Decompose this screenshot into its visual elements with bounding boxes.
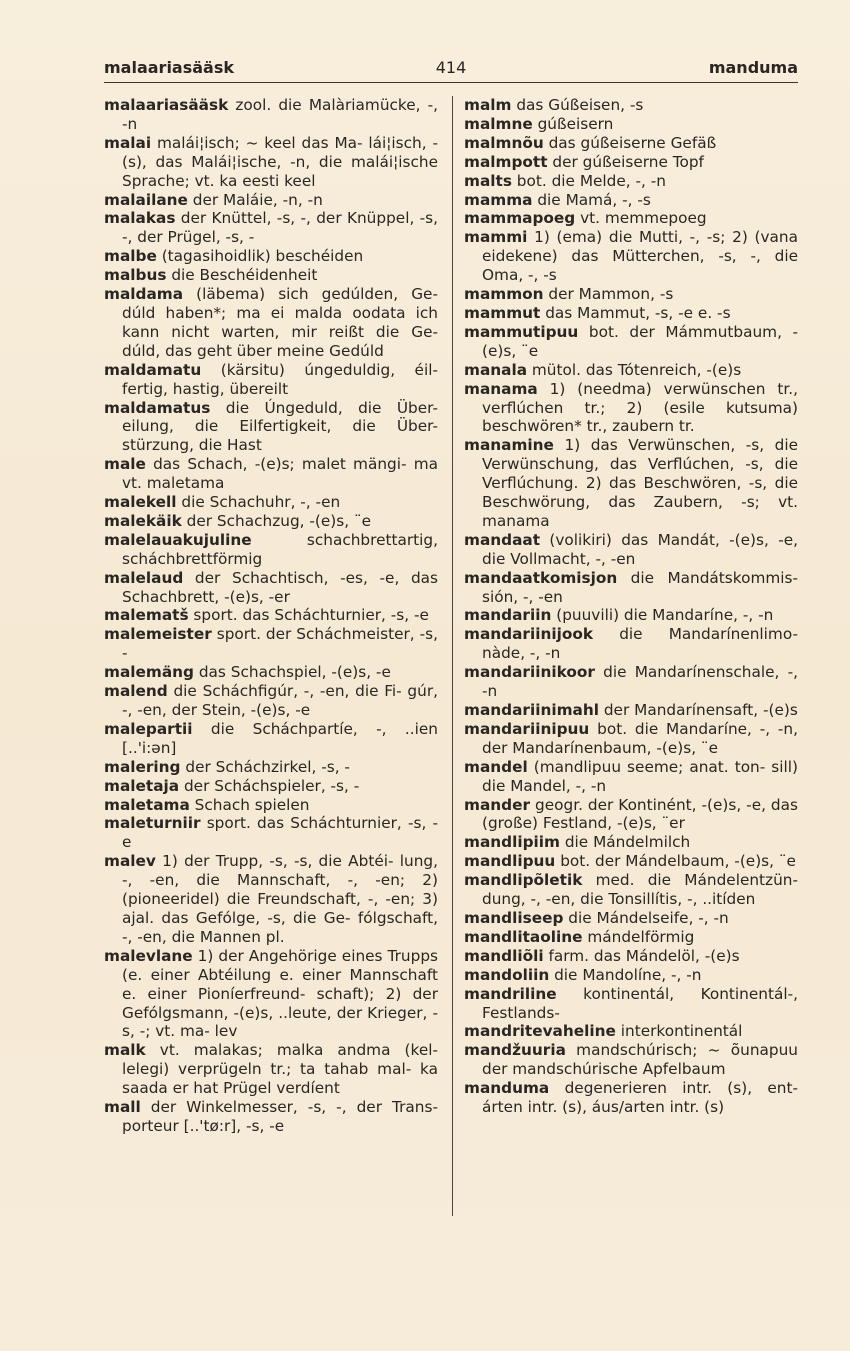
entry-definition: der Mammon, -s <box>543 285 674 304</box>
entry-definition: vt. memmepoeg <box>575 209 707 228</box>
entry-headword: malm <box>464 96 512 114</box>
dictionary-entry <box>104 796 438 815</box>
entry-headword: mandlipõletik <box>464 871 583 890</box>
dictionary-entry <box>104 625 438 663</box>
entry-headword: mammut <box>464 303 541 322</box>
dictionary-entry <box>104 266 438 285</box>
entry-definition: das gúßeiserne Gefäß <box>543 133 717 152</box>
dictionary-entry <box>464 871 798 909</box>
entry-headword: mandlipiim <box>464 833 560 852</box>
entry-headword: mammi <box>464 228 528 247</box>
dictionary-entry <box>104 531 438 569</box>
entry-definition: sport. das Scháchturnier, -s, -e <box>188 606 429 625</box>
entry-headword: mandaat <box>464 530 541 549</box>
entry-headword: manama <box>464 379 538 398</box>
dictionary-entry <box>104 361 438 399</box>
entry-definition: 1) (needma) verwünschen tr., verflúchen tr.; 2) (esile kutsuma) beschwören* tr., zaubern tr. <box>482 379 798 436</box>
dictionary-entry <box>464 209 798 228</box>
entry-headword: maletama <box>104 795 190 814</box>
entry-definition: die Mamá, -, -s <box>532 190 651 209</box>
entry-headword: mamma <box>464 190 533 209</box>
entry-headword: manala <box>464 360 528 379</box>
entry-headword: maldamatus <box>104 398 211 417</box>
dictionary-entry <box>464 663 798 701</box>
dictionary-entry <box>104 663 438 682</box>
dictionary-entry <box>464 909 798 928</box>
dictionary-entry <box>104 191 438 210</box>
dictionary-entry <box>464 436 798 531</box>
dictionary-entry <box>464 115 798 134</box>
dictionary-entry <box>104 947 438 1042</box>
entry-headword: malai <box>104 133 152 152</box>
entry-headword: mandoliin <box>464 965 550 984</box>
entry-headword: mandariinimahl <box>464 701 599 719</box>
entry-definition: bot. die Melde, -, -n <box>511 171 666 190</box>
dictionary-entry <box>104 493 438 512</box>
entry-definition: die Scháchfigúr, -, -en, die Fi- gúr, -, -en, der Stein, -(e)s, -e <box>122 682 438 719</box>
entry-headword: malmne <box>464 114 533 133</box>
entry-definition: der Knüttel, -s, -, der Knüppel, -s, -, der Prügel, -s, - <box>122 209 438 247</box>
dictionary-entry <box>464 285 798 304</box>
entry-definition: das Mammut, -s, -e e. -s <box>540 303 731 322</box>
entry-definition: zool. die Malàriamücke, -, -n <box>122 96 438 133</box>
entry-definition: der Maláie, -n, -n <box>187 190 323 209</box>
entry-headword: maldama <box>104 285 184 304</box>
dictionary-entry <box>464 701 798 720</box>
entry-definition: (mandlipuu seeme; anat. ton- sill) die Mandel, -, -n <box>482 757 798 795</box>
entry-definition: die Mándelmilch <box>559 833 691 852</box>
entry-definition: interkontinentál <box>615 1022 743 1041</box>
dictionary-entry <box>104 1098 438 1136</box>
entry-headword: maleturniir <box>104 814 201 833</box>
entry-definition: vt. malakas; malka andma (kel- lelegi) verprügeln tr.; ta tahab mal- ka saada er hat Prügel verdíent <box>122 1041 438 1098</box>
dictionary-entry <box>464 796 798 834</box>
entry-definition: der Scháchspieler, -s, - <box>179 776 360 795</box>
entry-headword: malering <box>104 757 181 776</box>
entry-headword: mandlipuu <box>464 852 556 871</box>
dictionary-entry <box>104 1041 438 1098</box>
entry-definition: die Mandarínenschale, -, -n <box>482 663 798 701</box>
dictionary-entry <box>104 512 438 531</box>
entry-definition: schachbrettartig, scháchbrettförmig <box>122 530 438 568</box>
entry-definition: die Beschéidenheit <box>166 266 318 285</box>
entry-definition: das Schachspiel, -(e)s, -e <box>193 663 391 682</box>
dictionary-entry <box>464 833 798 852</box>
entry-definition: mütol. das Tótenreich, -(e)s <box>527 360 742 379</box>
dictionary-entry <box>464 228 798 285</box>
entry-headword: mandariinijook <box>464 625 594 644</box>
entry-definition: degenerieren intr. (s), ent- árten intr. (s), áus/arten intr. (s) <box>482 1079 798 1117</box>
dictionary-entry <box>464 1079 798 1117</box>
dictionary-entry <box>464 720 798 758</box>
dictionary-entry <box>464 380 798 437</box>
dictionary-entry <box>464 1022 798 1041</box>
column-divider <box>452 96 453 1216</box>
entry-headword: mandariin <box>464 606 552 625</box>
entry-headword: mandel <box>464 757 528 776</box>
dictionary-entry <box>464 191 798 210</box>
page-number: 414 <box>435 58 467 77</box>
entry-headword: malmnõu <box>464 133 544 152</box>
entry-headword: malts <box>464 171 512 190</box>
dictionary-entry <box>104 134 438 191</box>
dictionary-entry <box>464 304 798 323</box>
dictionary-entry <box>464 153 798 172</box>
dictionary-entry <box>104 682 438 720</box>
entry-definition: Schach spielen <box>189 795 310 814</box>
dictionary-entry <box>464 569 798 607</box>
entry-headword: maldamatu <box>104 360 202 379</box>
dictionary-entry <box>104 399 438 456</box>
entry-headword: malend <box>104 682 168 701</box>
dictionary-entry <box>464 606 798 625</box>
entry-definition: 1) das Verwünschen, -s, die Verwünschung, das Verflúchen, -s, die Verflúchung. 2) das Beschwören, -s, die Beschwörung, das Zaubern, -s; vt. manama <box>482 436 798 530</box>
entry-definition: die Mándelseife, -, -n <box>563 908 729 927</box>
entry-definition: der Schachzug, -(e)s, ¨e <box>181 511 372 530</box>
entry-headword: mandliõli <box>464 946 544 965</box>
entry-headword: malepartii <box>104 719 193 738</box>
dictionary-entry <box>464 96 798 115</box>
dictionary-entry <box>464 323 798 361</box>
dictionary-entry <box>104 96 438 134</box>
right-column <box>464 96 798 1117</box>
entry-headword: mammon <box>464 285 544 304</box>
dictionary-entry <box>104 777 438 796</box>
entry-headword: malematš <box>104 606 189 625</box>
dictionary-entry <box>464 625 798 663</box>
dictionary-entry <box>104 569 438 607</box>
entry-headword: malev <box>104 852 156 871</box>
header-first-guideword: malaariasääsk <box>104 58 234 77</box>
entry-definition: sport. das Scháchturnier, -s, -e <box>122 814 438 852</box>
page-header <box>104 58 798 82</box>
entry-definition: die Úngeduld, die Über- eilung, die Eilfertigkeit, die Über- stürzung, die Hast <box>122 398 438 455</box>
entry-definition: (tagasihoidlik) beschéiden <box>156 247 364 266</box>
entry-headword: mandariinipuu <box>464 719 590 738</box>
dictionary-entry <box>464 1041 798 1079</box>
entry-headword: mammapoeg <box>464 209 576 228</box>
entry-headword: mall <box>104 1098 141 1117</box>
entry-definition: die Mandarínenlimo- nàde, -, -n <box>482 625 798 663</box>
entry-headword: mandaatkomisjon <box>464 568 618 587</box>
entry-definition: (kärsitu) úngeduldig, éil- fertig, hastig, übereilt <box>122 360 438 398</box>
dictionary-entry <box>104 455 438 493</box>
entry-definition: 1) der Angehörige eines Trupps (e. einer Abtéilung e. einer Mannschaft e. einer Pioníerfreund- schaft); 2) der Gefólgsmann, -(e)s, ..leute, der Krieger, -s, -; vt. ma- lev <box>122 946 438 1041</box>
entry-definition: der gúßeiserne Topf <box>547 152 704 171</box>
dictionary-entry <box>104 209 438 247</box>
entry-headword: malk <box>104 1041 146 1060</box>
entry-definition: farm. das Mándelöl, -(e)s <box>543 946 740 965</box>
entry-definition: malái¦isch; ~ keel das Ma- lái¦isch, -(s), das Malái¦ische, -n, die malái¦ische Sprache; vt. ka eesti keel <box>122 133 438 190</box>
entry-definition: der Winkelmesser, -s, -, der Trans- porteur [..'tø:r], -s, -e <box>122 1098 438 1135</box>
entry-definition: mándelförmig <box>582 927 695 946</box>
entry-headword: mandlitaoline <box>464 927 583 946</box>
entry-headword: malmpott <box>464 152 548 171</box>
entry-headword: malelaud <box>104 568 184 587</box>
dictionary-entry <box>464 134 798 153</box>
entry-definition: kontinentál, Kontinentál-, Festlands- <box>482 984 798 1022</box>
entry-headword: malekell <box>104 493 177 512</box>
entry-definition: der Schachtisch, -es, -e, das Schachbrett, -(e)s, -er <box>122 568 438 606</box>
entry-headword: manduma <box>464 1079 550 1098</box>
entry-definition: bot. der Mándelbaum, -(e)s, ¨e <box>555 852 796 871</box>
entry-headword: mandliseep <box>464 908 564 927</box>
entry-headword: maletaja <box>104 776 180 795</box>
dictionary-entry <box>104 814 438 852</box>
entry-definition: das Gúßeisen, -s <box>511 96 644 114</box>
dictionary-entry <box>464 985 798 1023</box>
entry-headword: malaariasääsk <box>104 96 229 114</box>
dictionary-entry <box>104 720 438 758</box>
dictionary-entry <box>104 852 438 947</box>
entry-definition: die Scháchpartíe, -, ..ien [..'i:ən] <box>122 719 438 757</box>
entry-headword: mammutipuu <box>464 322 579 341</box>
header-last-guideword: manduma <box>708 58 798 77</box>
entry-definition: der Scháchzirkel, -s, - <box>180 757 350 776</box>
entry-definition: 1) (ema) die Mutti, -, -s; 2) (vana eidekene) das Mütterchen, -s, -, die Oma, -, -s <box>482 228 798 285</box>
entry-headword: mander <box>464 795 531 814</box>
entry-definition: med. die Mándelentzün- dung, -, -en, die Tonsillítis, -, ..itíden <box>482 871 798 909</box>
dictionary-entry <box>464 852 798 871</box>
dictionary-entry <box>464 172 798 191</box>
entry-headword: male <box>104 455 146 474</box>
entry-definition: bot. die Mandaríne, -, -n, der Mandarínenbaum, -(e)s, ¨e <box>482 719 798 757</box>
entry-definition: (volikiri) das Mandát, -(e)s, -e, die Vollmacht, -, -en <box>482 530 798 568</box>
entry-headword: malakas <box>104 209 176 228</box>
entry-headword: malelauakujuline <box>104 530 252 549</box>
entry-headword: manamine <box>464 436 554 455</box>
entry-definition: 1) der Trupp, -s, -s, die Abtéi- lung, -, -en, die Mannschaft, -, -en; 2) (pioneeridel) die Freundschaft, -, -en; 3) ajal. das Gefólge, -s, die Ge- fólgschaft, -, -en, die Mannen pl. <box>122 852 438 946</box>
entry-headword: mandriline <box>464 984 557 1003</box>
dictionary-entry <box>104 606 438 625</box>
entry-headword: malemäng <box>104 663 194 682</box>
entry-definition: bot. der Mámmutbaum, -(e)s, ¨e <box>482 322 798 360</box>
dictionary-entry <box>104 285 438 361</box>
entry-headword: malailane <box>104 190 188 209</box>
dictionary-entry <box>464 531 798 569</box>
dictionary-entry <box>464 947 798 966</box>
entry-definition: der Mandarínensaft, -(e)s <box>598 701 798 719</box>
entry-definition: geogr. der Kontinént, -(e)s, -e, das (große) Festland, -(e)s, ¨er <box>482 795 798 833</box>
dictionary-entry <box>464 966 798 985</box>
entry-definition: (puuvili) die Mandaríne, -, -n <box>551 606 774 625</box>
dictionary-entry <box>464 928 798 947</box>
entry-definition: das Schach, -(e)s; malet mängi- ma vt. maletama <box>122 455 438 493</box>
entry-definition: die Schachuhr, -, -en <box>176 493 341 512</box>
dictionary-entry <box>104 758 438 777</box>
entry-headword: malemeister <box>104 625 212 644</box>
entry-definition: mandschúrisch; ~ õunapuu der mandschúrische Apfelbaum <box>482 1041 798 1079</box>
entry-headword: mandžuuria <box>464 1041 566 1060</box>
entry-definition: gúßeisern <box>532 114 614 133</box>
dictionary-entry <box>104 247 438 266</box>
dictionary-entry <box>464 758 798 796</box>
header-rule <box>104 82 798 83</box>
left-column <box>104 96 438 1136</box>
entry-definition: sport. der Scháchmeister, -s, - <box>122 625 438 663</box>
entry-headword: malevlane <box>104 946 193 965</box>
entry-definition: die Mandátskommis- sión, -, -en <box>482 568 798 606</box>
entry-definition: (läbema) sich gedúlden, Ge- dúld haben*; ma ei malda oodata ich kann nicht warten, mir reißt die Ge- dúld, das geht über meine Gedúld <box>122 285 438 360</box>
dictionary-entry <box>464 361 798 380</box>
entry-headword: mandritevaheline <box>464 1022 616 1041</box>
entry-headword: malekäik <box>104 511 182 530</box>
entry-definition: die Mandolíne, -, -n <box>549 965 702 984</box>
entry-headword: malbus <box>104 266 167 285</box>
entry-headword: malbe <box>104 247 157 266</box>
entry-headword: mandariinikoor <box>464 663 595 682</box>
